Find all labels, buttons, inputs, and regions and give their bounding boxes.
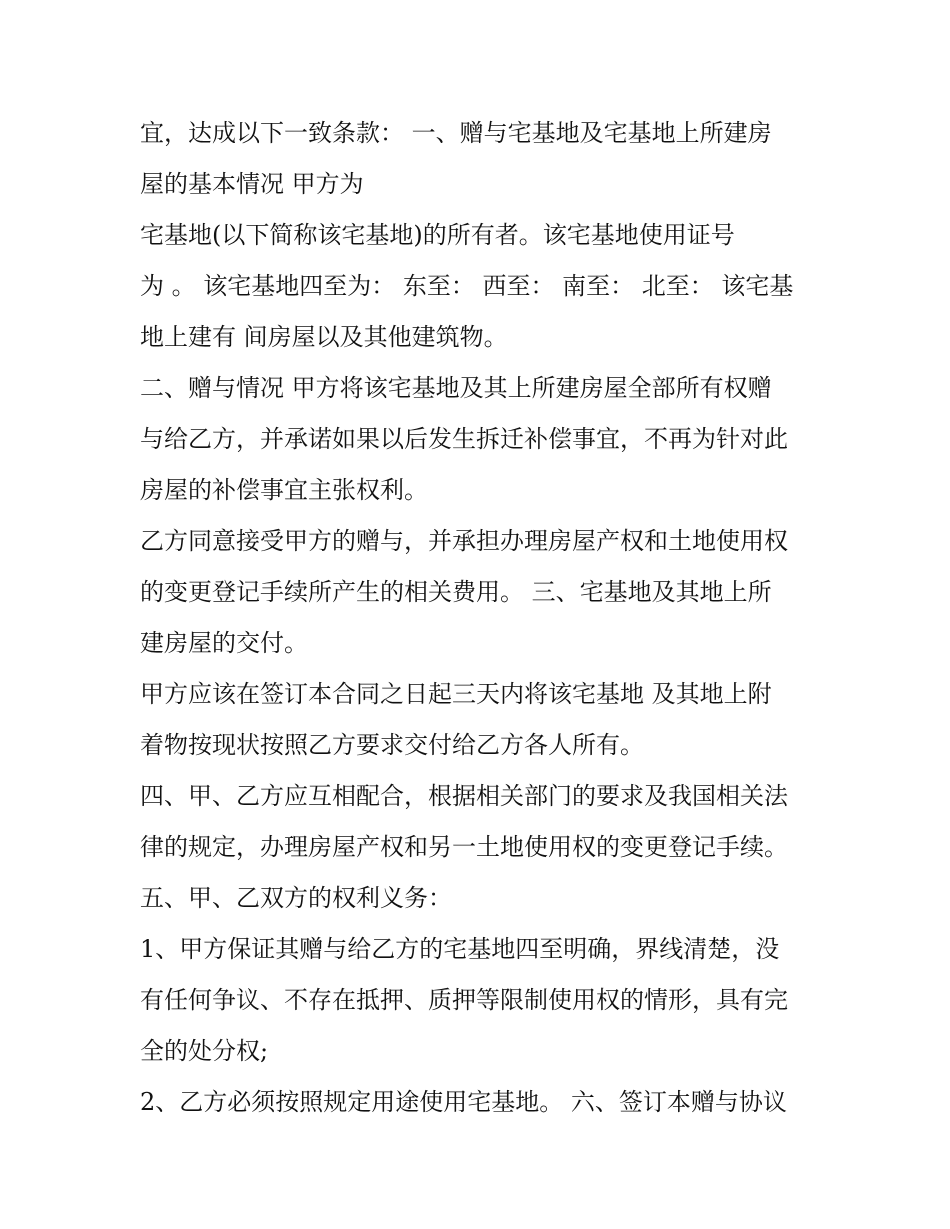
text-line: 1、甲方保证其赠与给乙方的宅基地四至明确，界线清楚，没	[140, 935, 780, 963]
text-line: 全的处分权;	[140, 1037, 269, 1065]
text-line: 着物按现状按照乙方要求交付给乙方各人所有。	[140, 731, 644, 759]
text-line: 与给乙方，并承诺如果以后发生拆迁补偿事宜，不再为针对此	[140, 425, 788, 453]
text-line: 的变更登记手续所产生的相关费用。 三、宅基地及其地上所	[140, 578, 772, 606]
text-line: 为 。 该宅基地四至为： 东至： 西至： 南至： 北至： 该宅基	[140, 272, 794, 300]
text-line: 建房屋的交付。	[140, 629, 308, 657]
text-line: 乙方同意接受甲方的赠与，并承担办理房屋产权和土地使用权	[140, 527, 788, 555]
document-body	[140, 108, 830, 1128]
text-line: 屋的基本情况 甲方为	[140, 170, 364, 198]
text-line: 有任何争议、不存在抵押、质押等限制使用权的情形，具有完	[140, 986, 788, 1014]
text-line: 四、甲、乙方应互相配合，根据相关部门的要求及我国相关法	[140, 782, 788, 810]
text-line: 2、乙方必须按照规定用途使用宅基地。 六、签订本赠与协议	[140, 1088, 787, 1116]
text-line: 律的规定，办理房屋产权和另一土地使用权的变更登记手续。	[140, 833, 788, 861]
text-line: 宜，达成以下一致条款： 一、赠与宅基地及宅基地上所建房	[140, 119, 772, 147]
text-line: 宅基地(以下简称该宅基地)的所有者。该宅基地使用证号	[140, 221, 735, 249]
text-line: 甲方应该在签订本合同之日起三天内将该宅基地 及其地上附	[140, 680, 772, 708]
text-line: 房屋的补偿事宜主张权利。	[140, 476, 428, 504]
text-line: 五、甲、乙双方的权利义务：	[140, 884, 452, 912]
text-line: 地上建有 间房屋以及其他建筑物。	[140, 323, 508, 351]
text-line: 二、赠与情况 甲方将该宅基地及其上所建房屋全部所有权赠	[140, 374, 772, 402]
